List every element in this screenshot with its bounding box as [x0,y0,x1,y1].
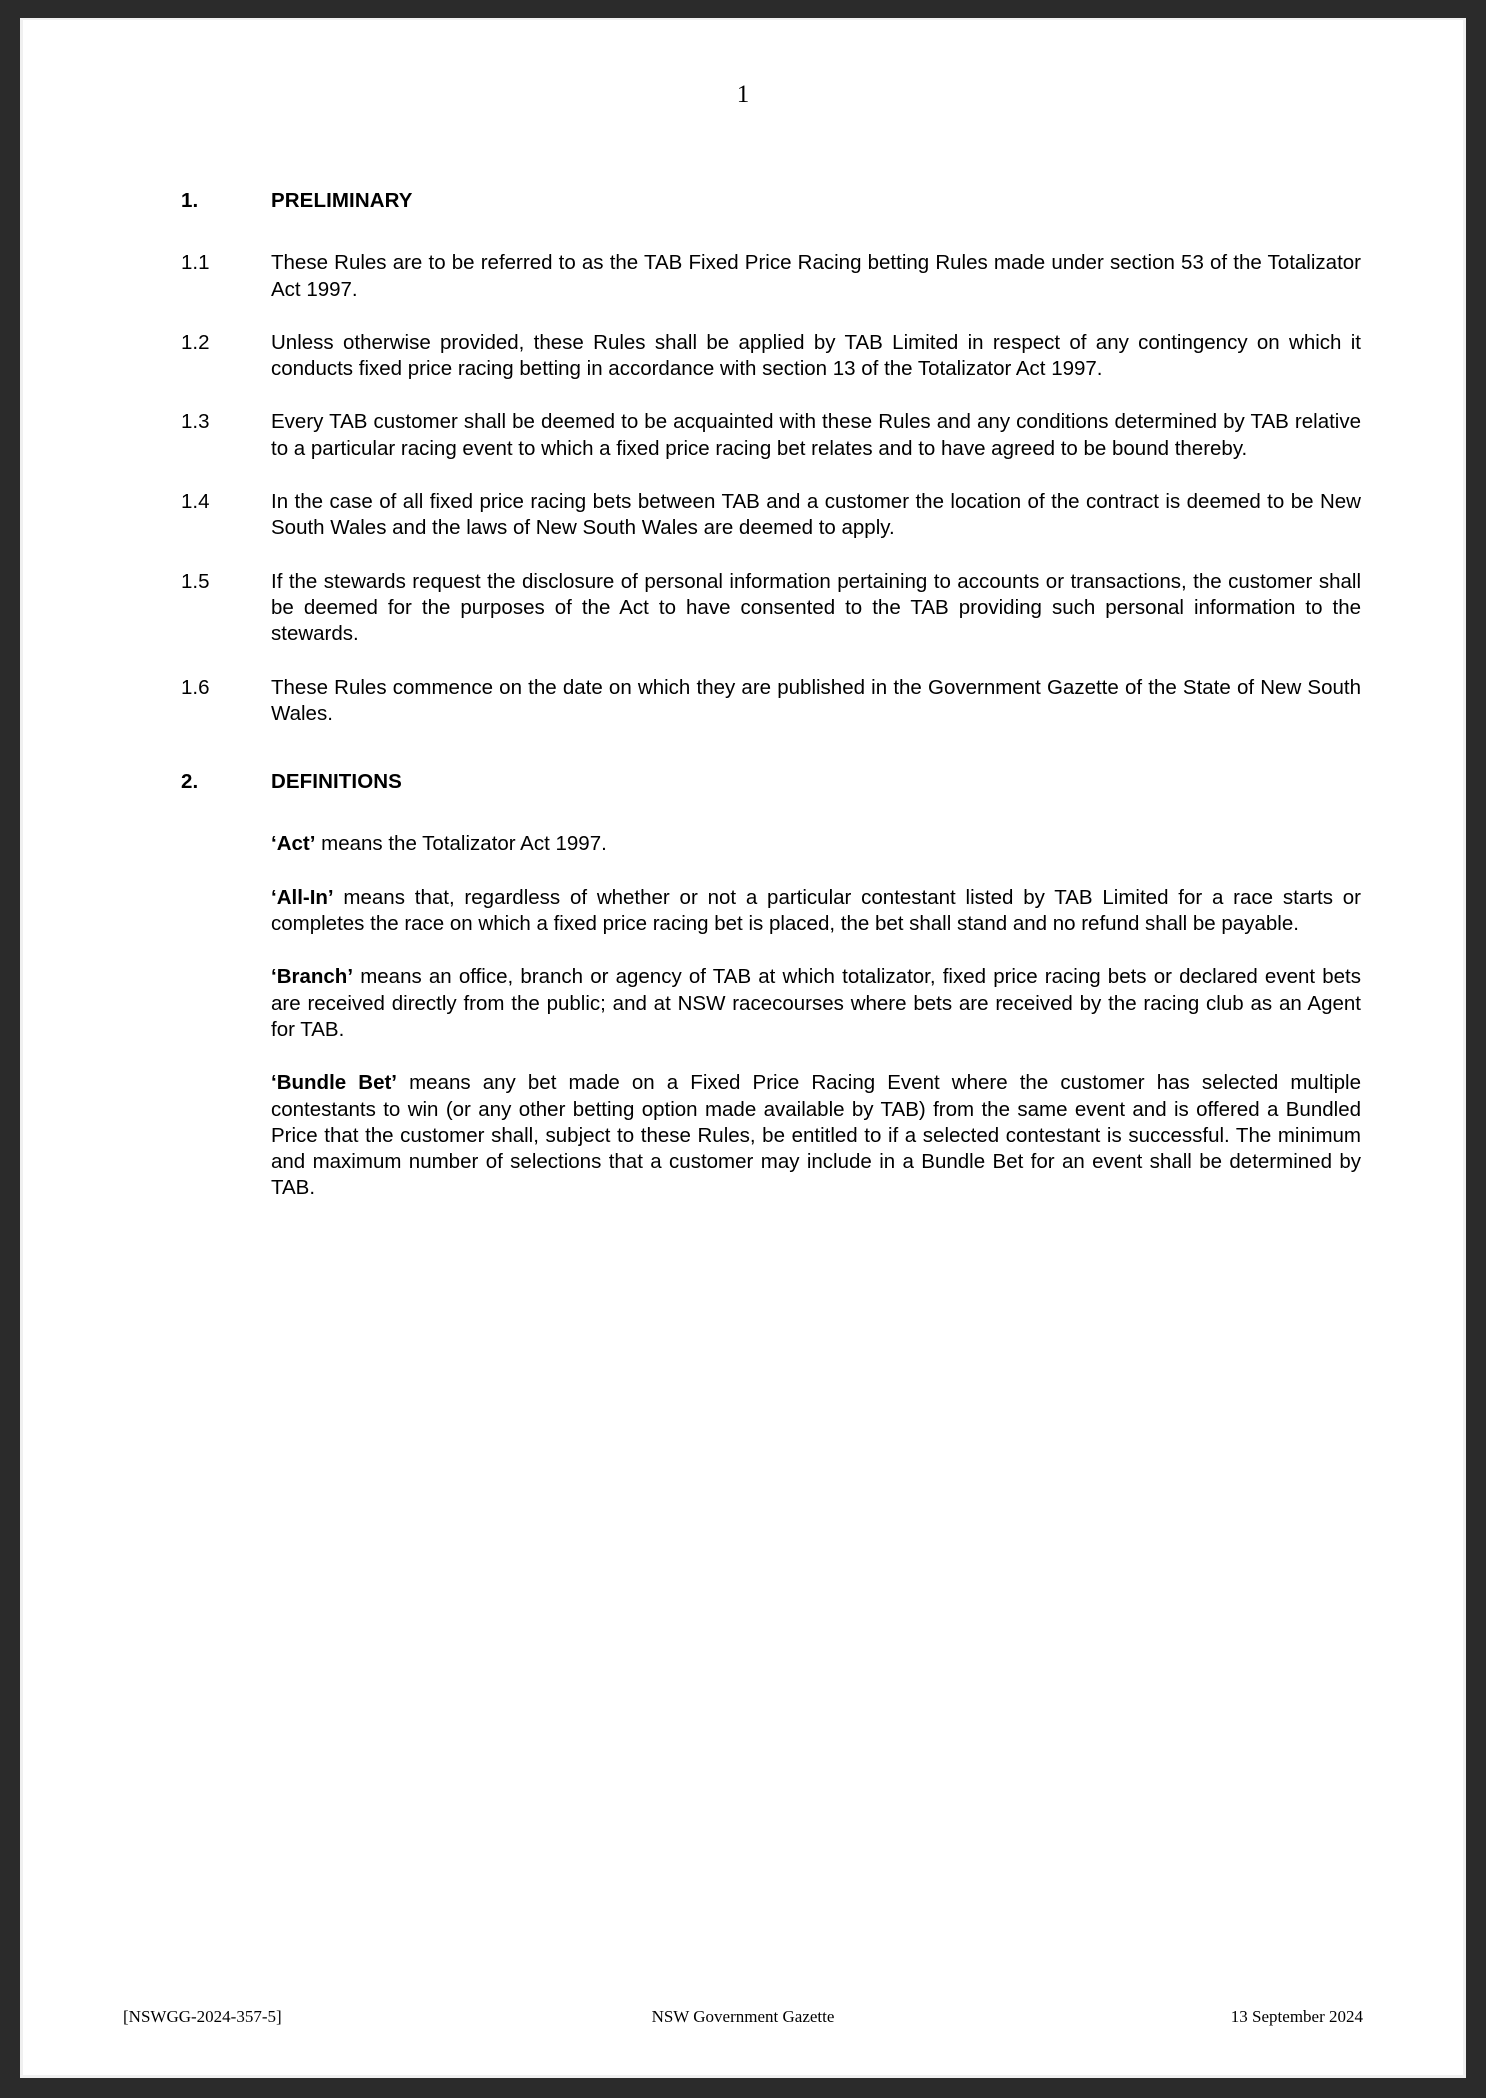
definition-branch [181,964,1361,1043]
clause-text: These Rules are to be referred to as the TAB Fixed Price Racing betting Rules made under section 53 of the Totalizator Act 1997. [271,251,1361,301]
section-number: 1. [181,189,199,212]
clause-number: 1.1 [181,251,210,275]
section-title: PRELIMINARY [271,189,413,212]
clause-number: 1.5 [181,569,210,593]
section-heading-definitions [181,769,1361,795]
footer-reference: [NSWGG-2024-357-5] [123,2007,282,2026]
definition-text: means that, regardless of whether or not a particular contestant listed by TAB Limited for a race starts or completes the race on which a fixed price racing bet is placed, the bet shall stand and no refund shall be payable. [271,885,1361,936]
clause-number: 1.3 [181,410,210,434]
page-footer [123,2007,1363,2027]
definition-term: ‘Bundle Bet’ [271,1071,397,1095]
page-number: 1 [736,81,750,108]
clause-1-1 [181,250,1361,303]
definition-paragraph [271,964,1361,1043]
definition-term: ‘All-In’ [271,885,334,909]
definition-bundle-bet [181,1070,1361,1201]
clause-1-5 [181,569,1361,648]
document-content [181,188,1361,1202]
definition-text: means the Totalizator Act 1997. [315,832,607,856]
footer-date: 13 September 2024 [1230,2007,1363,2026]
clause-text: Unless otherwise provided, these Rules shall be applied by TAB Limited in respect of any contingency on which it conducts fixed price racing betting in accordance with section 13 of the Totalizator Act 1997. [271,330,1361,381]
clause-1-3 [181,409,1361,462]
definition-act [181,831,1361,857]
clause-number: 1.6 [181,675,210,699]
clause-number: 1.2 [181,330,210,354]
clause-1-6 [181,675,1361,728]
page-shadow [20,18,1466,2078]
section-title: DEFINITIONS [271,770,402,794]
clause-text: Every TAB customer shall be deemed to be acquainted with these Rules and any conditions determined by TAB relative to a particular racing event to which a fixed price racing bet relates and to have agreed to be bound thereby. [271,410,1361,460]
section-heading-preliminary [181,188,1361,214]
definition-paragraph [271,831,1361,857]
clause-1-4 [181,489,1361,542]
document-page [23,20,1463,2075]
clause-text: If the stewards request the disclosure of personal information pertaining to accounts or transactions, the customer shall be deemed for the purposes of the Act to have consented to the TAB providing such personal information to the stewards. [271,569,1361,646]
definition-paragraph [271,885,1361,938]
definition-all-in [181,885,1361,938]
section-number: 2. [181,770,199,794]
definition-text: means any bet made on a Fixed Price Racing Event where the customer has selected multiple contestants to win (or any other betting option made available by TAB) from the same event and is offered a Bundled Price that the customer shall, subject to these Rules, be entitled to if a selected contestant is successful. The minimum and maximum number of selections that a customer may include in a Bundle Bet for an event shall be determined by TAB. [271,1071,1361,1200]
definition-term: ‘Branch’ [271,965,354,989]
footer-publication: NSW Government Gazette [651,2007,835,2026]
definition-paragraph [271,1070,1361,1201]
definition-text: means an office, branch or agency of TAB at which totalizator, fixed price racing bets or declared event bets are received directly from the public; and at NSW racecourses where bets are received by the racing club as an Agent for TAB. [271,965,1361,1041]
definition-term: ‘Act’ [271,832,316,856]
clause-number: 1.4 [181,490,210,514]
clause-1-2 [181,330,1361,383]
clause-text: These Rules commence on the date on which they are published in the Government Gazette of the State of New South Wales. [271,675,1361,725]
clause-text: In the case of all fixed price racing bets between TAB and a customer the location of the contract is deemed to be New South Wales and the laws of New South Wales are deemed to apply. [271,490,1361,540]
